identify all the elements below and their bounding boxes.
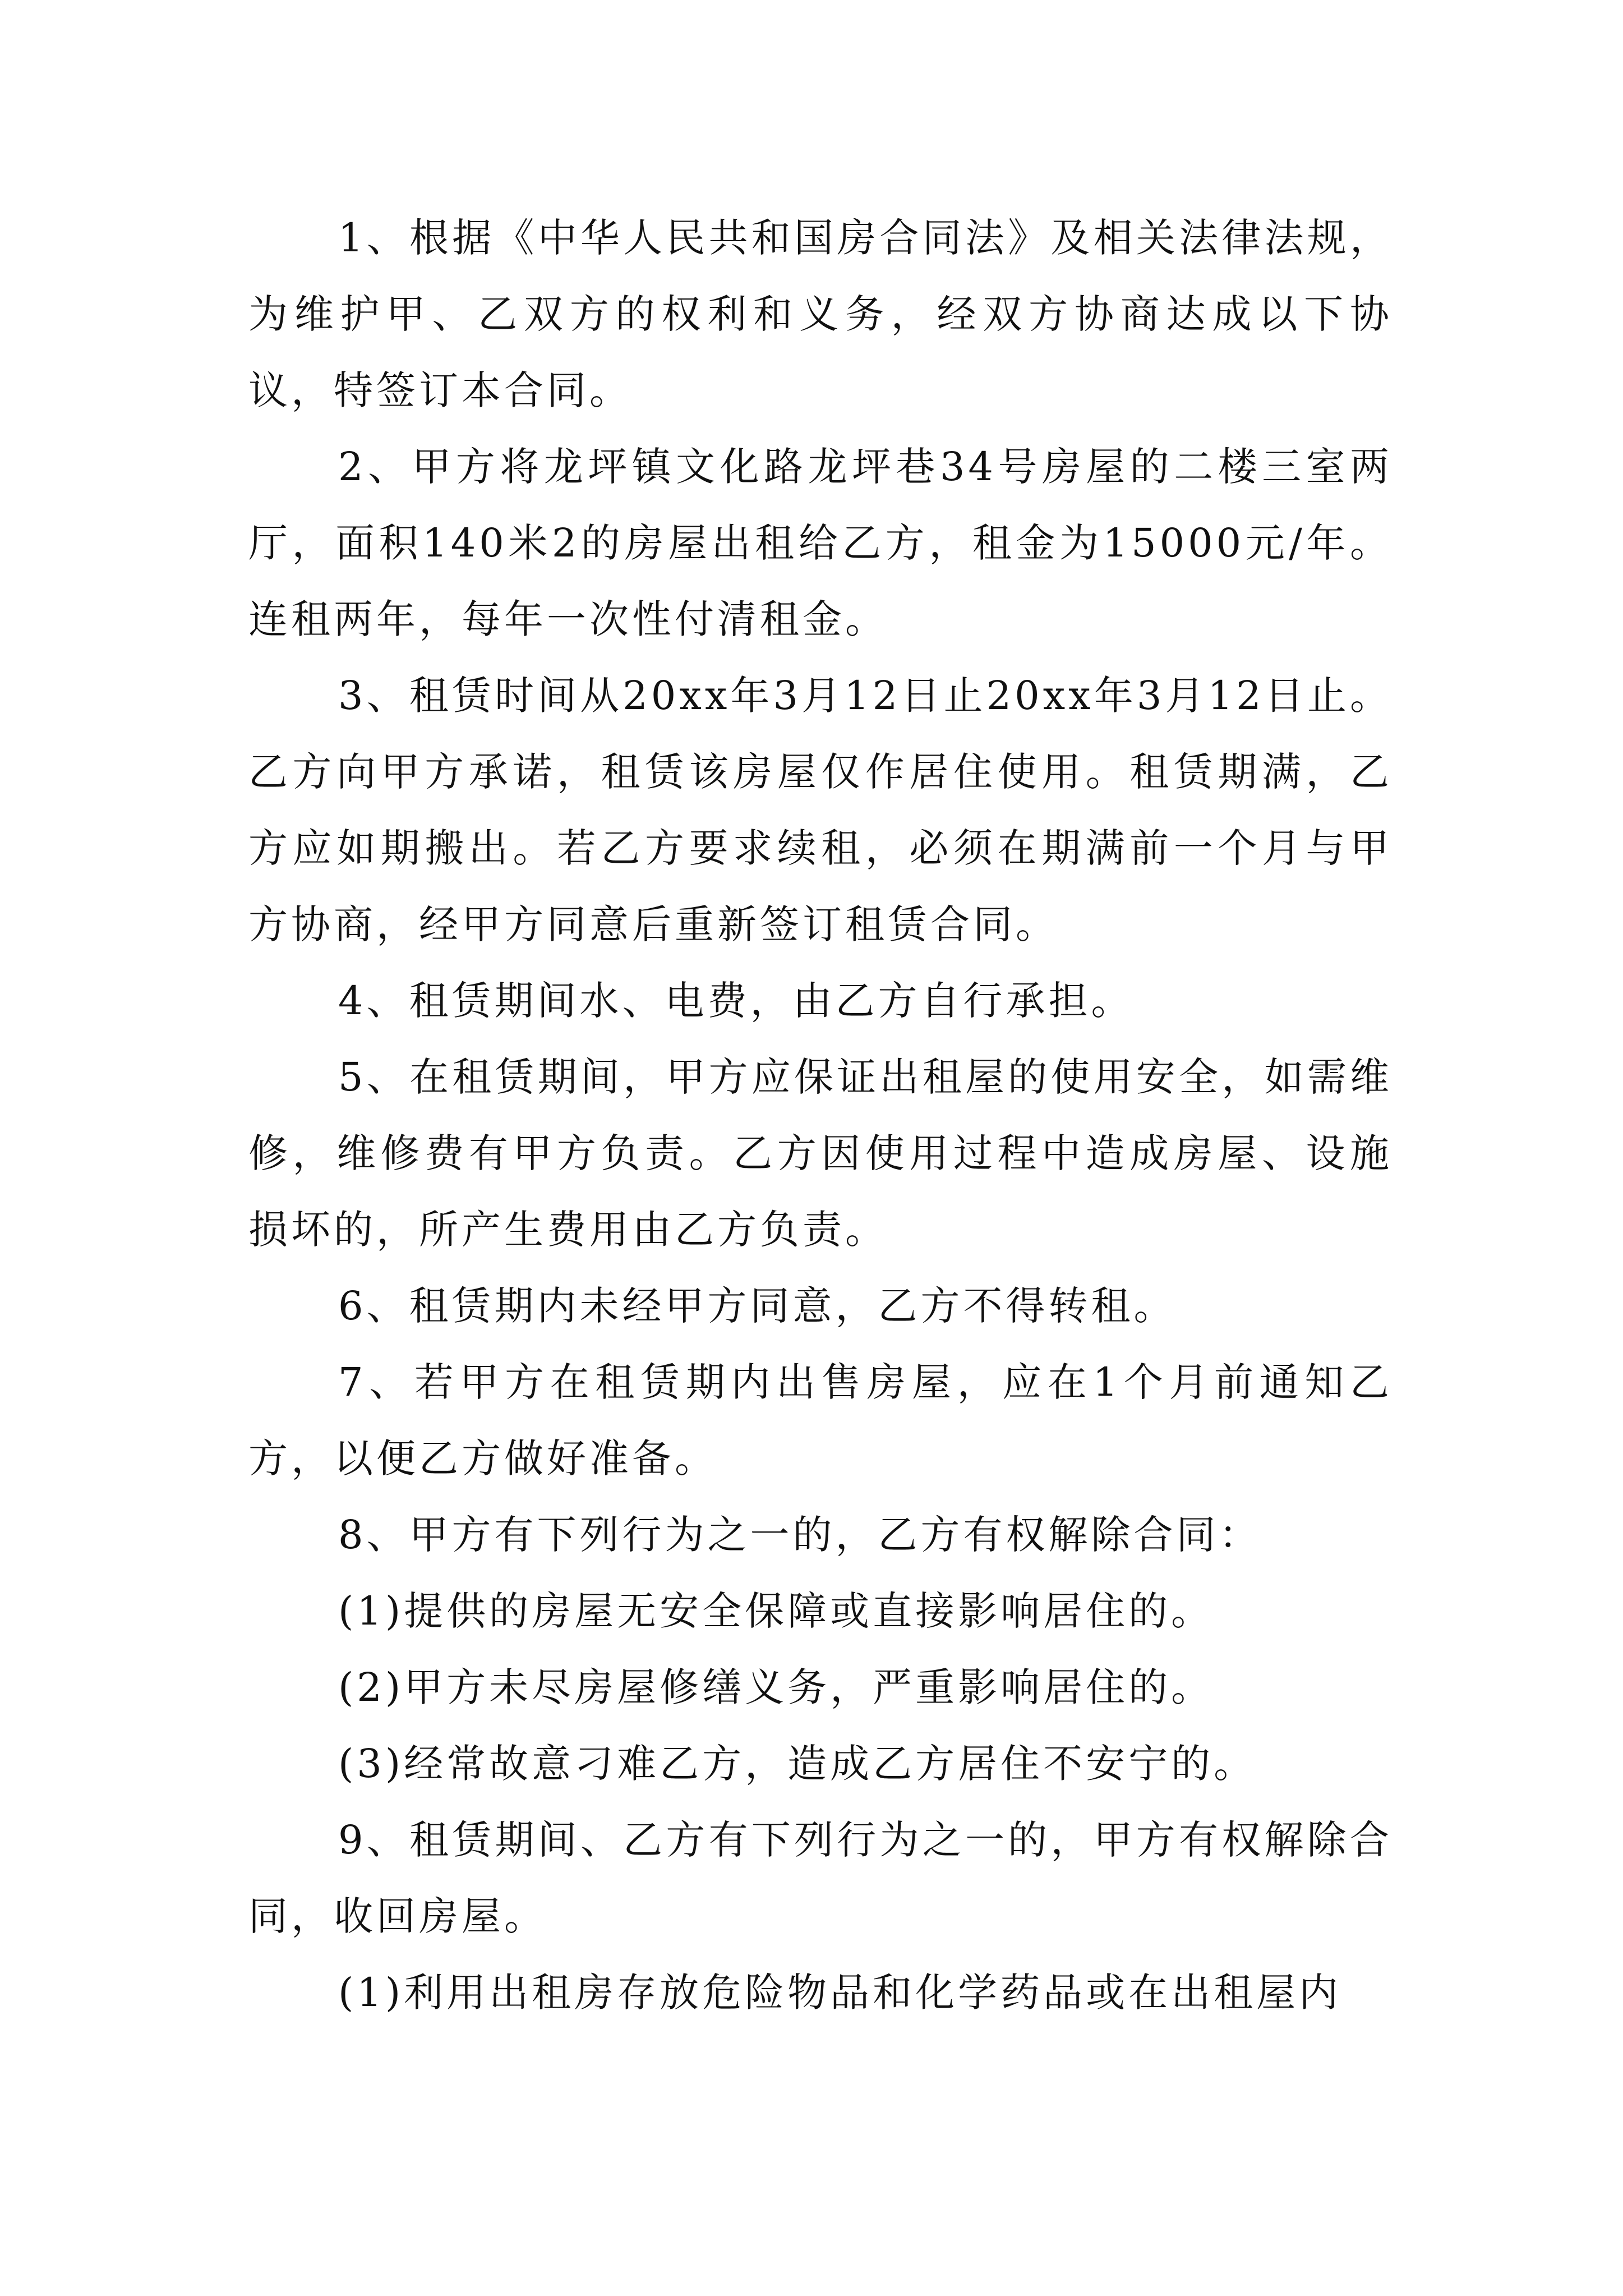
contract-body <box>248 200 1393 2031</box>
clause-5: 5、在租赁期间，甲方应保证出租屋的使用安全，如需维修，维修费有甲方负责。乙方因使用过程中造成房屋、设施损坏的，所产生费用由乙方负责。 <box>248 1054 1393 1253</box>
clause-8-item-1: (1)提供的房屋无安全保障或直接影响居住的。 <box>338 1588 1214 1634</box>
clause-9-item-1: (1)利用出租房存放危险物品和化学药品或在出租屋内 <box>338 1970 1342 2016</box>
clause-8: 8、甲方有下列行为之一的，乙方有权解除合同： <box>338 1512 1262 1558</box>
clause-8-item-3: (3)经常故意刁难乙方，造成乙方居住不安宁的。 <box>338 1741 1257 1787</box>
clause-2: 2、甲方将龙坪镇文化路龙坪巷34号房屋的二楼三室两厅，面积140米2的房屋出租给乙方，租金为15000元/年。连租两年，每年一次性付清租金。 <box>248 444 1393 642</box>
clause-1: 1、根据《中华人民共和国房合同法》及相关法律法规，为维护甲、乙双方的权利和义务，经双方协商达成以下协议，特签订本合同。 <box>248 215 1393 413</box>
clause-6: 6、租赁期内未经甲方同意，乙方不得转租。 <box>338 1283 1177 1329</box>
clause-8-item-2: (2)甲方未尽房屋修缮义务，严重影响居住的。 <box>338 1664 1214 1710</box>
clause-4: 4、租赁期间水、电费，由乙方自行承担。 <box>338 978 1134 1024</box>
clause-7: 7、若甲方在租赁期内出售房屋，应在1个月前通知乙方，以便乙方做好准备。 <box>248 1359 1393 1481</box>
clause-9: 9、租赁期间、乙方有下列行为之一的，甲方有权解除合同，收回房屋。 <box>248 1817 1393 1939</box>
clause-3: 3、租赁时间从20xx年3月12日止20xx年3月12日止。乙方向甲方承诺，租赁该房屋仅作居住使用。租赁期满，乙方应如期搬出。若乙方要求续租，必须在期满前一个月与甲方协商，经甲方同意后重新签订租赁合同。 <box>248 673 1393 947</box>
